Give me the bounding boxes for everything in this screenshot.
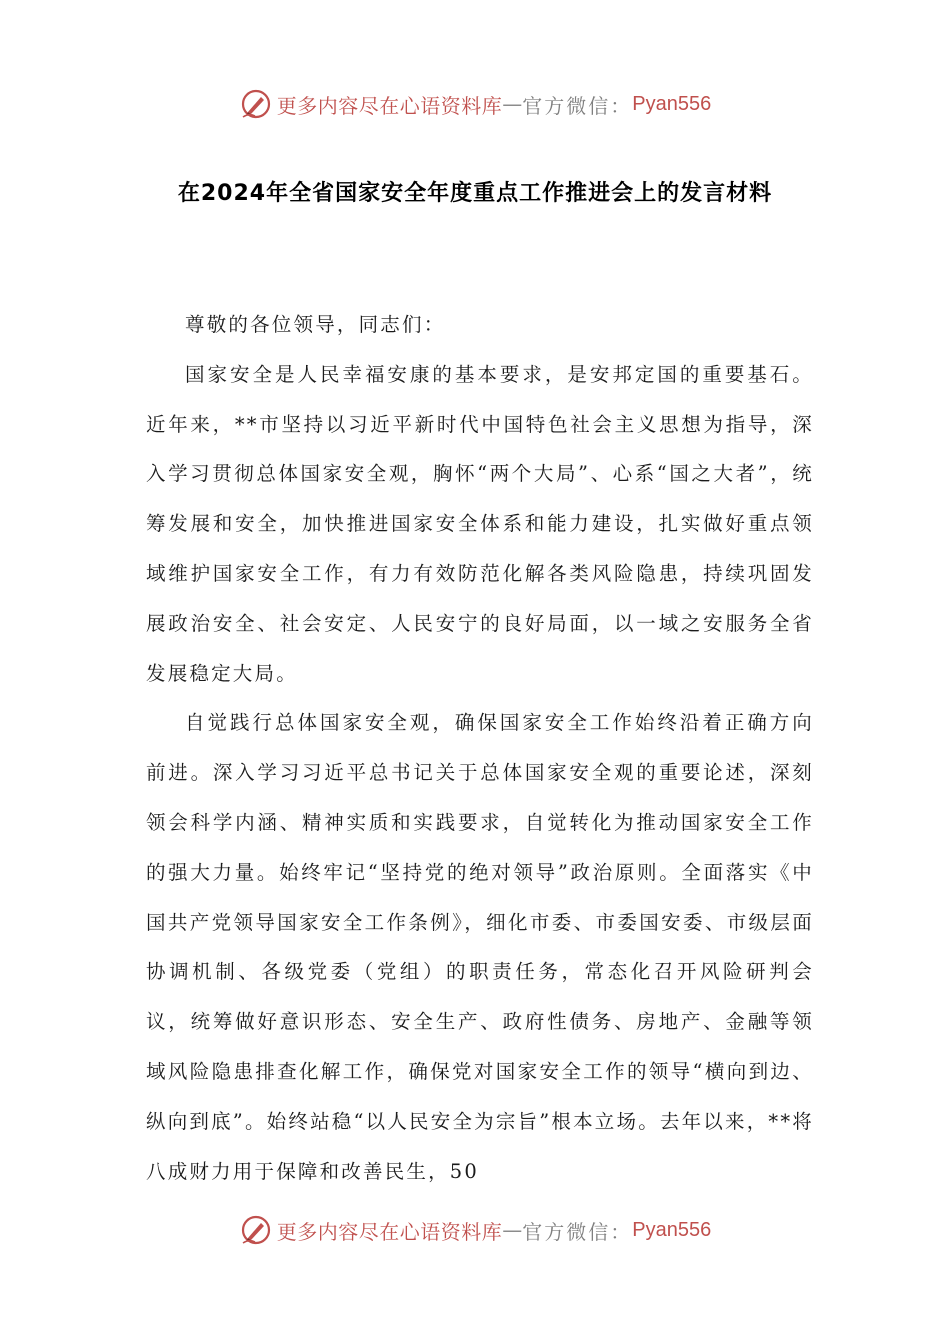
watermark-wechat-id: Pyan556 (632, 1218, 712, 1241)
watermark-official-label: 官方微信： (522, 1219, 633, 1244)
watermark-wechat-id: Pyan556 (632, 92, 712, 115)
pen-circle-logo-icon (239, 1213, 273, 1247)
watermark-official-label: 官方微信： (522, 93, 633, 118)
watermark-brand: 更多内容尽在心语资料库 (276, 93, 503, 118)
document-body (146, 300, 814, 1196)
paragraph-1: 国家安全是人民幸福安康的基本要求，是安邦定国的重要基石。近年来，**市坚持以习近平新时代中国特色社会主义思想为指导，深入学习贯彻总体国家安全观，胸怀“两个大局”、心系“国之大者”，统筹发展和安全，加快推进国家安全体系和能力建设，扎实做好重点领域维护国家安全工作，有力有效防范化解各类风险隐患，持续巩固发展政治安全、社会安定、人民安宁的良好局面，以一域之安服务全省发展稳定大局。 (146, 362, 814, 685)
paragraph-2: 自觉践行总体国家安全观，确保国家安全工作始终沿着正确方向前进。深入学习习近平总书记关于总体国家安全观的重要论述，深刻领会科学内涵、精神实质和实践要求，自觉转化为推动国家安全工作的强大力量。始终牢记“坚持党的绝对领导”政治原则。全面落实《中国共产党领导国家安全工作条例》，细化市委、市委国安委、市级层面协调机制、各级党委（党组）的职责任务，常态化召开风险研判会议，统筹做好意识形态、安全生产、政府性债务、房地产、金融等领域风险隐患排查化解工作，确保党对国家安全工作的领导“横向到边、纵向到底”。始终站稳“以人民安全为宗旨”根本立场。去年以来，**将八成财力用于保障和改善民生，50 (146, 711, 815, 1183)
pen-circle-logo-icon (239, 87, 273, 121)
watermark-brand: 更多内容尽在心语资料库 (276, 1219, 503, 1244)
watermark-dash: — (502, 92, 523, 116)
watermark-dash: — (502, 1218, 523, 1242)
header-watermark (0, 84, 950, 124)
document-title: 在2024年全省国家安全年度重点工作推进会上的发言材料 (177, 181, 773, 206)
salutation: 尊敬的各位领导，同志们： (185, 313, 446, 336)
footer-watermark (0, 1210, 950, 1250)
